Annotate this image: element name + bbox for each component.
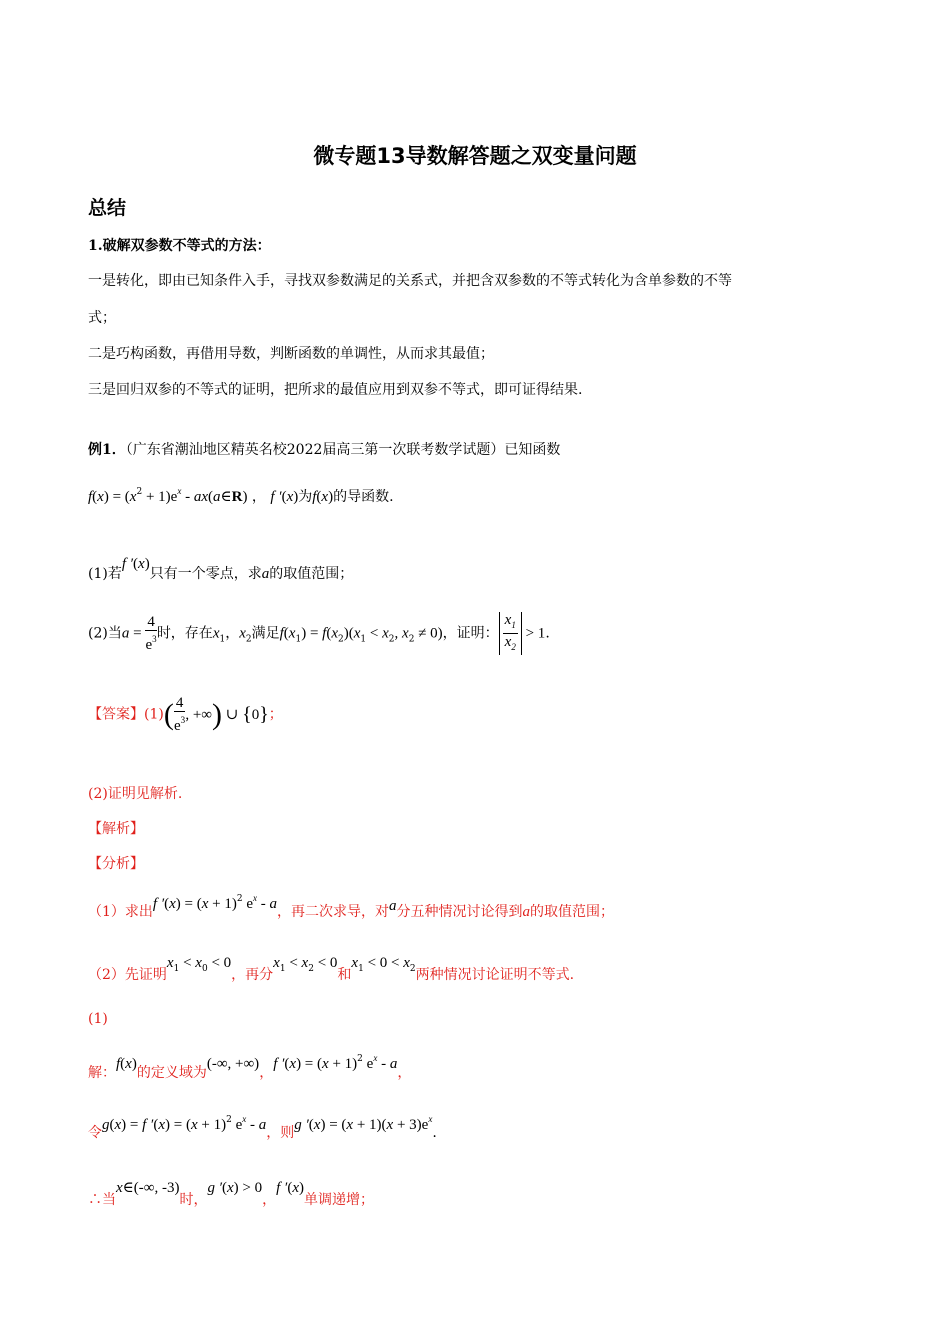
q1-prefix: (1)若	[88, 566, 122, 582]
method-line-1: 一是转化，即由已知条件入手，寻找双参数满足的关系式，并把含双参数的不等式转化为含单参数的不等	[88, 273, 732, 289]
q2-text3: 满足	[251, 625, 280, 642]
summary-heading: 总结	[88, 197, 127, 219]
fenxi1-var: a	[522, 904, 531, 920]
fenxi1-mid: ，再二次求导，对	[277, 904, 390, 920]
method-line-3: 三是回归双参的不等式的证明，把所求的最值应用到双参不等式，即可证得结果.	[88, 382, 583, 398]
fenxi2-prefix: （2）先证明	[88, 967, 167, 983]
q2-prefix: (2)当	[88, 625, 122, 642]
question-2: (2)当a = $\frac{4}{e^3}$ 时，存在$x_1$，$x_2$满足$f(x_1) = f(x_2)(x_1 < x_2$, $x_2 \ne 0$)，证明： $\frac{x_1}{x_2}$ > 1.	[88, 612, 550, 653]
q2-text2: ，	[225, 625, 240, 642]
comma: ，	[251, 489, 266, 505]
page-title: 微专题13导数解答题之双变量问题	[313, 144, 637, 168]
derivative-symbol: f ′	[270, 489, 282, 505]
example-source: （广东省潮汕地区精英名校2022届高三第一次联考数学试题）已知函数	[125, 442, 561, 458]
method-line-2: 二是巧构函数，再借用导数，判断函数的单调性，从而求其最值；	[88, 346, 494, 362]
word-wei: 为	[298, 489, 313, 505]
answer-semicolon: ；	[268, 706, 283, 723]
answer-2: (2)证明见解析.	[88, 786, 183, 802]
answer-label: 【答案】(1)	[88, 706, 164, 723]
fenxi-label: 【分析】	[88, 856, 144, 872]
question-1: (1)若f ′(x)只有一个零点，求a的取值范围；	[88, 556, 354, 582]
fenxi1-suffix: 的取值范围；	[530, 904, 615, 920]
fenxi2-and: 和	[337, 967, 352, 983]
sol-domain: 的定义域为	[136, 1065, 207, 1081]
answer-line: 【答案】(1)( $\frac{4}{e^3}$ , +∞) ∪ {0}；	[88, 695, 283, 734]
q2-end: .	[545, 625, 550, 642]
fenxi1-prefix: （1）求出	[88, 904, 153, 920]
analysis-label: 【解析】	[88, 821, 144, 837]
fraction-4-e3: $\frac{4}{e^3}$	[145, 614, 157, 653]
sol-prefix: 解：	[88, 1065, 116, 1081]
fenxi-1: （1）求出f $'(x) = (x + 1)^2$ $e^x$ - a，再二次求导，对a分五种情况讨论得到a的取值范围；	[88, 893, 615, 920]
ling-prefix: 令	[88, 1125, 102, 1141]
ling-end: .	[432, 1125, 437, 1141]
ling-line: 令g(x) = f $'(x) = (x + 1)^2$ $e^x$ - a，则g $'(x) = (x + 1)(x + 3)e^x$.	[88, 1114, 437, 1141]
sol-comma: ，	[259, 1065, 274, 1081]
therefore-prefix: ∴当	[88, 1192, 116, 1208]
example-label: 例1．	[88, 442, 126, 458]
fenxi1-mid2: 分五种情况讨论得到	[396, 904, 523, 920]
method-heading: 1.破解双参数不等式的方法：	[88, 238, 271, 254]
fenxi2-suffix: 两种情况讨论证明不等式.	[415, 967, 575, 983]
q2-text1: 时，存在	[156, 625, 213, 642]
q1-var: a	[261, 566, 270, 582]
abs-ratio: $\frac{x_1}{x_2}$	[499, 612, 522, 655]
comma3: ，	[262, 1192, 277, 1208]
when-text: 时，	[179, 1192, 208, 1208]
sol-comma2: ，	[397, 1065, 412, 1081]
fenxi-2: （2）先证明$x_1 < x_0 < 0$，再分$x_1 < x_2 < 0$和$x_1 < 0 < x_2$两种情况讨论证明不等式.	[88, 955, 575, 983]
word-derivative: 的导函数.	[333, 489, 394, 505]
ling-mid: ，则	[266, 1125, 295, 1141]
q1-suffix: 的取值范围；	[269, 566, 354, 582]
fenxi2-mid: ，再分	[231, 967, 274, 983]
solution-line: 解：f(x)的定义域为(-∞, +∞)，f $'(x) = (x + 1)^2$ $e^x$ - a，	[88, 1053, 412, 1081]
example-line	[88, 439, 560, 459]
function-formula: f	[88, 489, 93, 505]
part-1-label: (1)	[88, 1011, 108, 1027]
therefore-line: ∴当x∈(-∞, -3)时，g ′(x) > 0，f ′(x)单调递增；	[88, 1180, 374, 1208]
method-line-1b: 式；	[88, 310, 116, 326]
q1-text: 只有一个零点，求	[149, 566, 262, 582]
example-function-line: $f(x) = (x^2 + 1)e^x$ - ax(a∈R) ， f ′(x)为f(x)的导函数.	[88, 486, 394, 505]
q2-text4: ，证明：	[442, 625, 499, 642]
increasing-text: 单调递增；	[304, 1192, 374, 1208]
